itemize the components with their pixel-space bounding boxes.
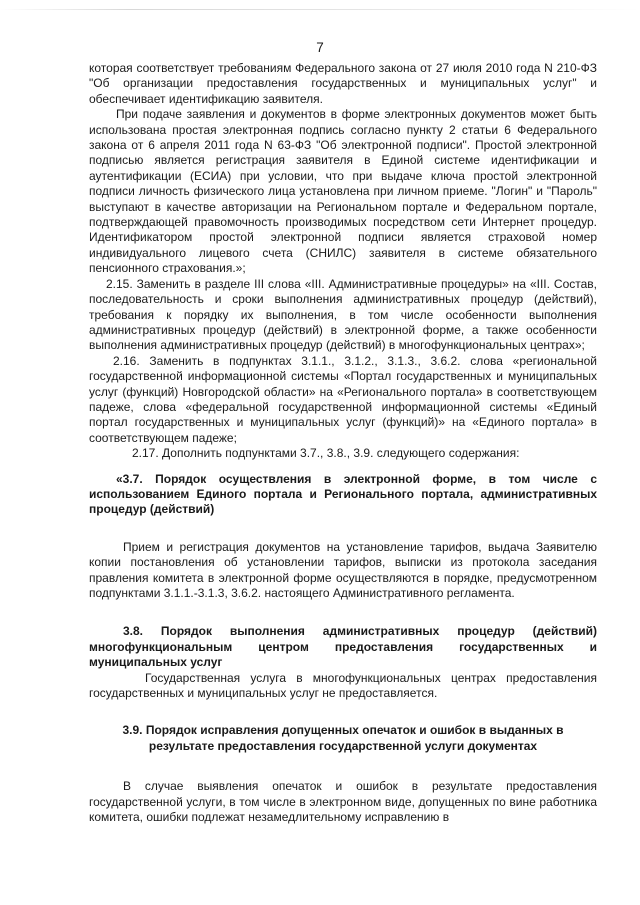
paragraph-2-17: 2.17. Дополнить подпунктами 3.7., 3.8., 3.9. следующего содержания: <box>132 446 520 461</box>
document-body <box>89 61 597 825</box>
paragraph-3-8-body: Государственная услуга в многофункциональных центрах предоставления государственных и муниципальных услуг не предоставляется. <box>89 670 597 701</box>
paragraph-electronic-signature: При подаче заявления и документов в форме электронных документов может быть использована простая электронная подпись согласно пункту 2 статьи 6 Федерального закона от 6 апреля 2011 года N 63-ФЗ "Об электронной подписи". Простой электронной подписью является регистрация заявителя в Единой системе идентификации и аутентификации (ЕСИА) при условии, что при выдаче ключа простой электронной подписи личность физического лица установлена при личном приеме. "Логин" и "Пароль" выступают в качестве авторизации на Региональном портале и Федеральном портале, подтверждающей правомочность производимых посредством сети Интернет процедур. Идентификатором простой электронной подписи является страховой номер индивидуального лицевого счета (СНИЛС) заявителя в системе обязательного пенсионного страхования.»; <box>89 107 597 276</box>
paragraph-3-9-body: В случае выявления опечаток и ошибок в результате предоставления государственной услуги, в том числе в электронном виде, допущенных по вине работника комитета, ошибки подлежат незамедлительному исправлению в <box>89 779 597 825</box>
section-heading-3-7: «3.7. Порядок осуществления в электронной форме, в том числе с использованием Единого портала и Регионального портала, административных процедур (действий) <box>89 471 597 517</box>
paragraph-3-7-body: Прием и регистрация документов на установление тарифов, выдача Заявителю копии постановления об установлении тарифов, выписки из протокола заседания правления комитета в электронной форме осуществляются в порядке, предусмотренном подпунктами 3.1.1.-3.1.3, 3.6.2. настоящего Административного регламента. <box>89 539 597 600</box>
scan-top-edge <box>0 9 640 10</box>
paragraph-2-15: 2.15. Заменить в разделе III слова «III. Административные процедуры» на «III. Состав, последовательность и сроки выполнения административных процедур (действий), требования к порядку их выполнения, в том числе особенности выполнения административных процедур (действий) в электронной форме, а также особенности выполнения административных процедур (действий) в многофункциональных центрах»; <box>89 276 597 353</box>
paragraph-2-16: 2.16. Заменить в подпунктах 3.1.1., 3.1.2., 3.1.3., 3.6.2. слова «региональной государственной информационной системы «Портал государственных и муниципальных услуг (функций) Новгородской области» на «Регионального портала» в соответствующем падеже, слова «федеральной государственной информационной системы «Единый портал государственных и муниципальных услуг (функций)» на «Единого портала» в соответствующем падеже; <box>89 353 597 445</box>
page-number: 7 <box>316 40 324 55</box>
section-heading-3-8: 3.8. Порядок выполнения административных процедур (действий) многофункциональным центром предоставления государственных и муниципальных услуг <box>89 624 597 670</box>
section-heading-3-9: 3.9. Порядок исправления допущенных опечаток и ошибок в выданных в результате предоставления государственной услуги документах <box>122 723 564 753</box>
paragraph-continuation: которая соответствует требованиям Федерального закона от 27 июля 2010 года N 210-ФЗ "Об организации предоставления государственных и муниципальных услуг" и обеспечивает идентификацию заявителя. <box>89 61 597 106</box>
